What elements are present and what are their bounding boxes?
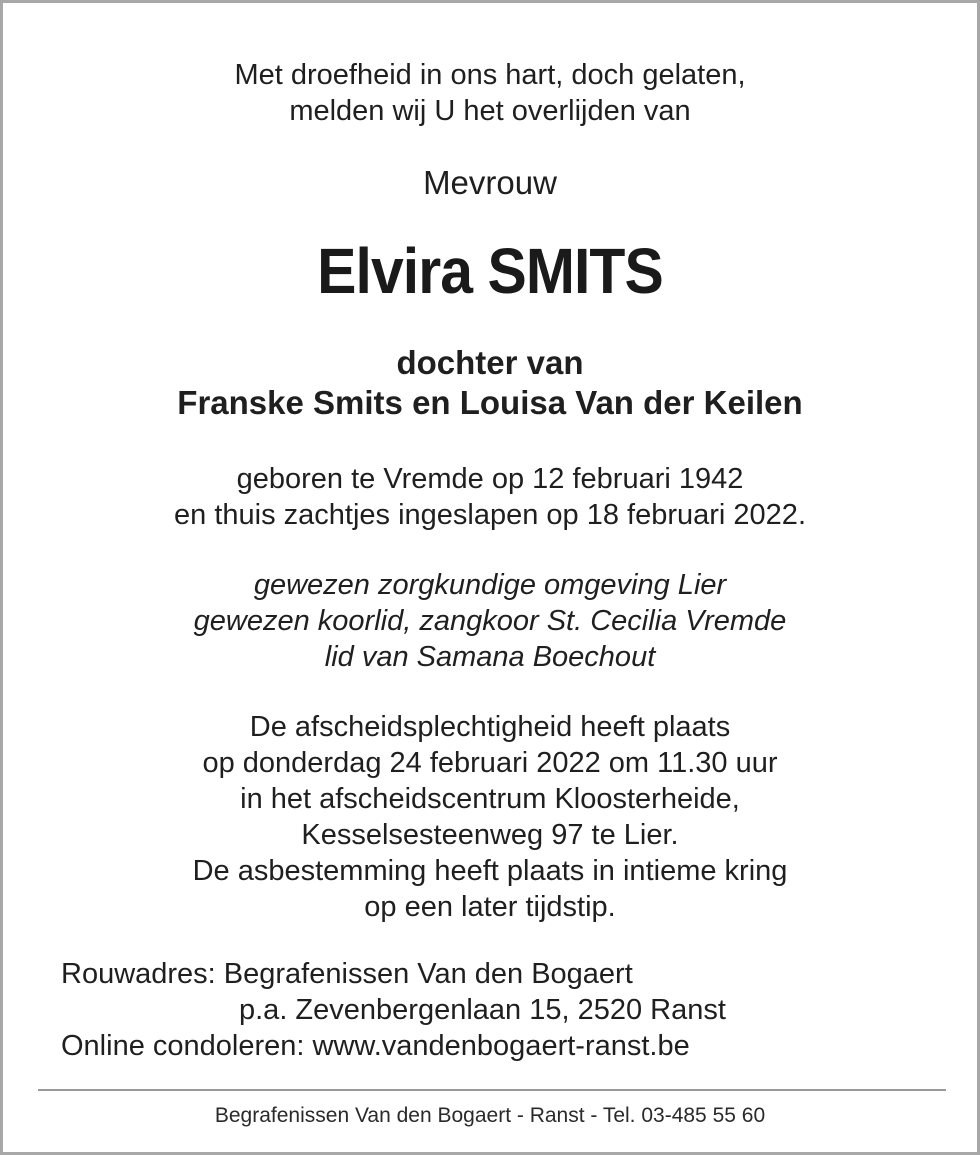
parents-line: dochter van: [396, 344, 584, 381]
ceremony-line: Kesselsesteenweg 97 te Lier.: [301, 819, 679, 851]
footer-divider: [38, 1089, 946, 1091]
ceremony-line: in het afscheidscentrum Kloosterheide,: [240, 783, 740, 815]
dates-block: [3, 461, 977, 533]
role-line: gewezen zorgkundige omgeving Lier: [253, 569, 727, 601]
mourning-address: Rouwadres: Begrafenissen Van den Bogaert: [61, 958, 633, 990]
parents-block: [3, 343, 977, 423]
contact-block: [61, 956, 726, 1064]
online-condolence-link[interactable]: Online condoleren: www.vandenbogaert-ranst.be: [61, 1030, 690, 1062]
role-line: gewezen koorlid, zangkoor St. Cecilia Vremde: [193, 605, 787, 637]
mourning-address-street: p.a. Zevenbergenlaan 15, 2520 Ranst: [239, 994, 726, 1026]
deceased-name: Elvira SMITS: [317, 235, 663, 307]
honorific: Mevrouw: [423, 164, 557, 201]
ceremony-line: op donderdag 24 februari 2022 om 11.30 uur: [202, 747, 778, 779]
intro-line: melden wij U het overlijden van: [289, 95, 691, 127]
role-line: lid van Samana Boechout: [324, 641, 656, 673]
intro-text: [3, 57, 977, 129]
birth-line: geboren te Vremde op 12 februari 1942: [236, 463, 744, 495]
ceremony-line: op een later tijdstip.: [364, 891, 616, 923]
parents-line: Franske Smits en Louisa Van der Keilen: [177, 384, 803, 421]
ceremony-line: De afscheidsplechtigheid heeft plaats: [249, 711, 731, 743]
intro-line: Met droefheid in ons hart, doch gelaten,: [234, 59, 746, 91]
ceremony-block: [3, 709, 977, 925]
death-line: en thuis zachtjes ingeslapen op 18 februari 2022.: [174, 499, 806, 531]
roles-block: [3, 567, 977, 675]
ceremony-line: De asbestemming heeft plaats in intieme kring: [192, 855, 788, 887]
footer-text: Begrafenissen Van den Bogaert - Ranst - Tel. 03-485 55 60: [214, 1104, 766, 1127]
